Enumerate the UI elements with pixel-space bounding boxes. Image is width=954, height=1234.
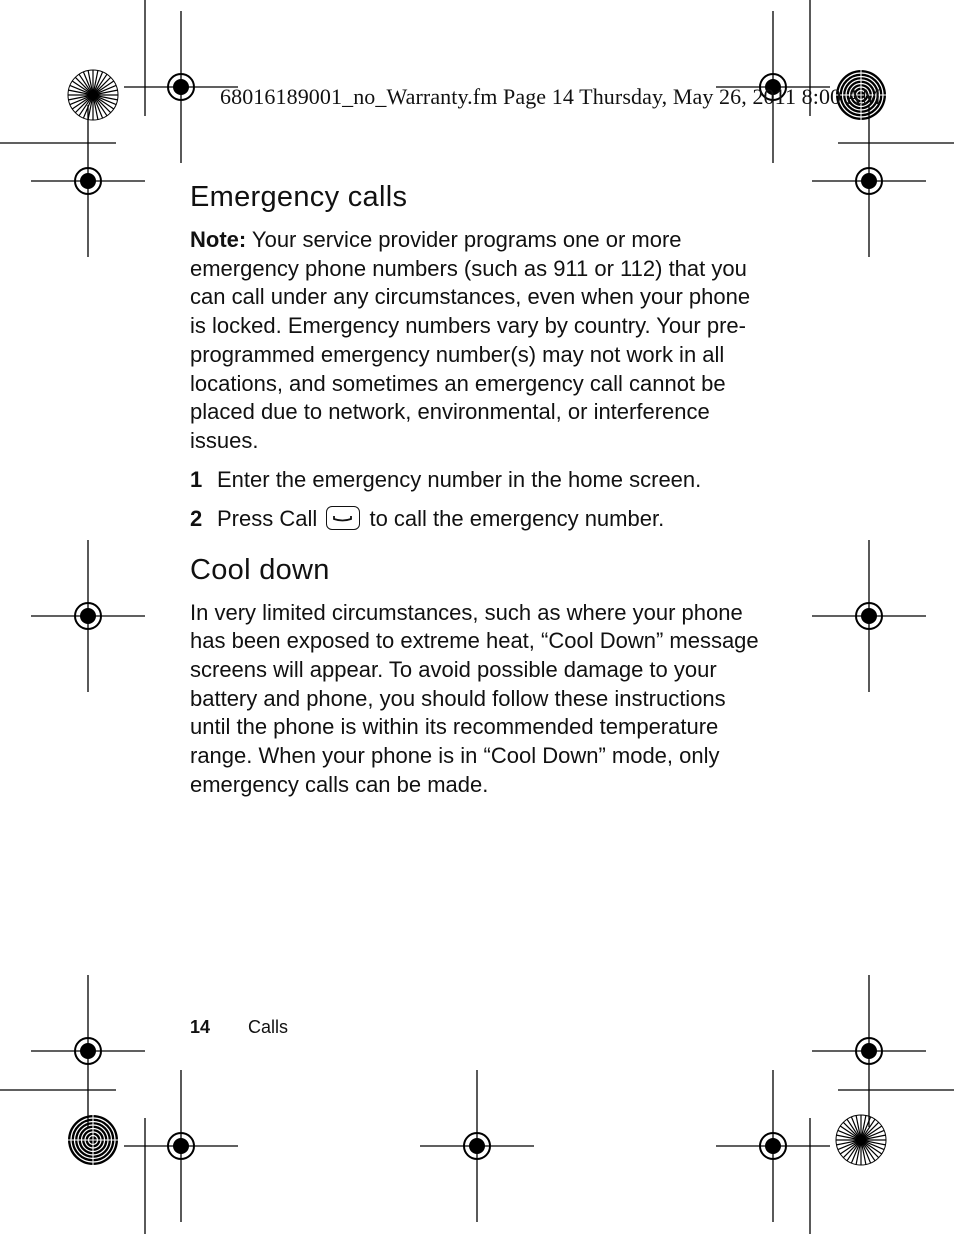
note-paragraph xyxy=(190,226,770,456)
page-number: 14 xyxy=(190,1017,211,1037)
step-text-after: to call the emergency number. xyxy=(363,505,665,531)
page-content xyxy=(190,178,770,800)
step-number: 2 xyxy=(190,505,203,531)
cool-down-paragraph: In very limited circumstances, such as where your phone has been exposed to extreme heat, “Cool Down” message screens will appear. To avoid possible damage to your battery and phone, you should follow these instructions until the phone is within its recommended temperature range. When your phone is in “Cool Down” mode, only emergency calls can be made. xyxy=(190,599,759,797)
section-title-cool-down: Cool down xyxy=(190,553,330,586)
steps-list xyxy=(190,466,770,533)
step-text: Enter the emergency number in the home screen. xyxy=(217,466,702,492)
footer-section-name: Calls xyxy=(248,1017,289,1037)
step-item xyxy=(190,505,770,533)
step-number: 1 xyxy=(190,466,203,492)
step-item xyxy=(190,466,770,494)
section-title-emergency-calls: Emergency calls xyxy=(190,181,408,213)
print-slug-header: 68016189001_no_Warranty.fm Page 14 Thursday, May 26, 2011 8:00 AM xyxy=(220,84,882,109)
step-text xyxy=(217,505,664,533)
note-text: Your service provider programs one or more emergency phone numbers (such as 911 or 112) that you can call under any circumstances, even when your phone is locked. Emergency numbers vary by country. Your pre-programmed emergency number(s) may not work in all locations, and sometimes an emergency call cannot be placed due to network, environmental, or interference issues. xyxy=(190,227,751,453)
call-key-icon xyxy=(326,506,360,530)
note-label: Note: xyxy=(190,227,247,252)
step-text-before: Press Call xyxy=(217,505,324,531)
